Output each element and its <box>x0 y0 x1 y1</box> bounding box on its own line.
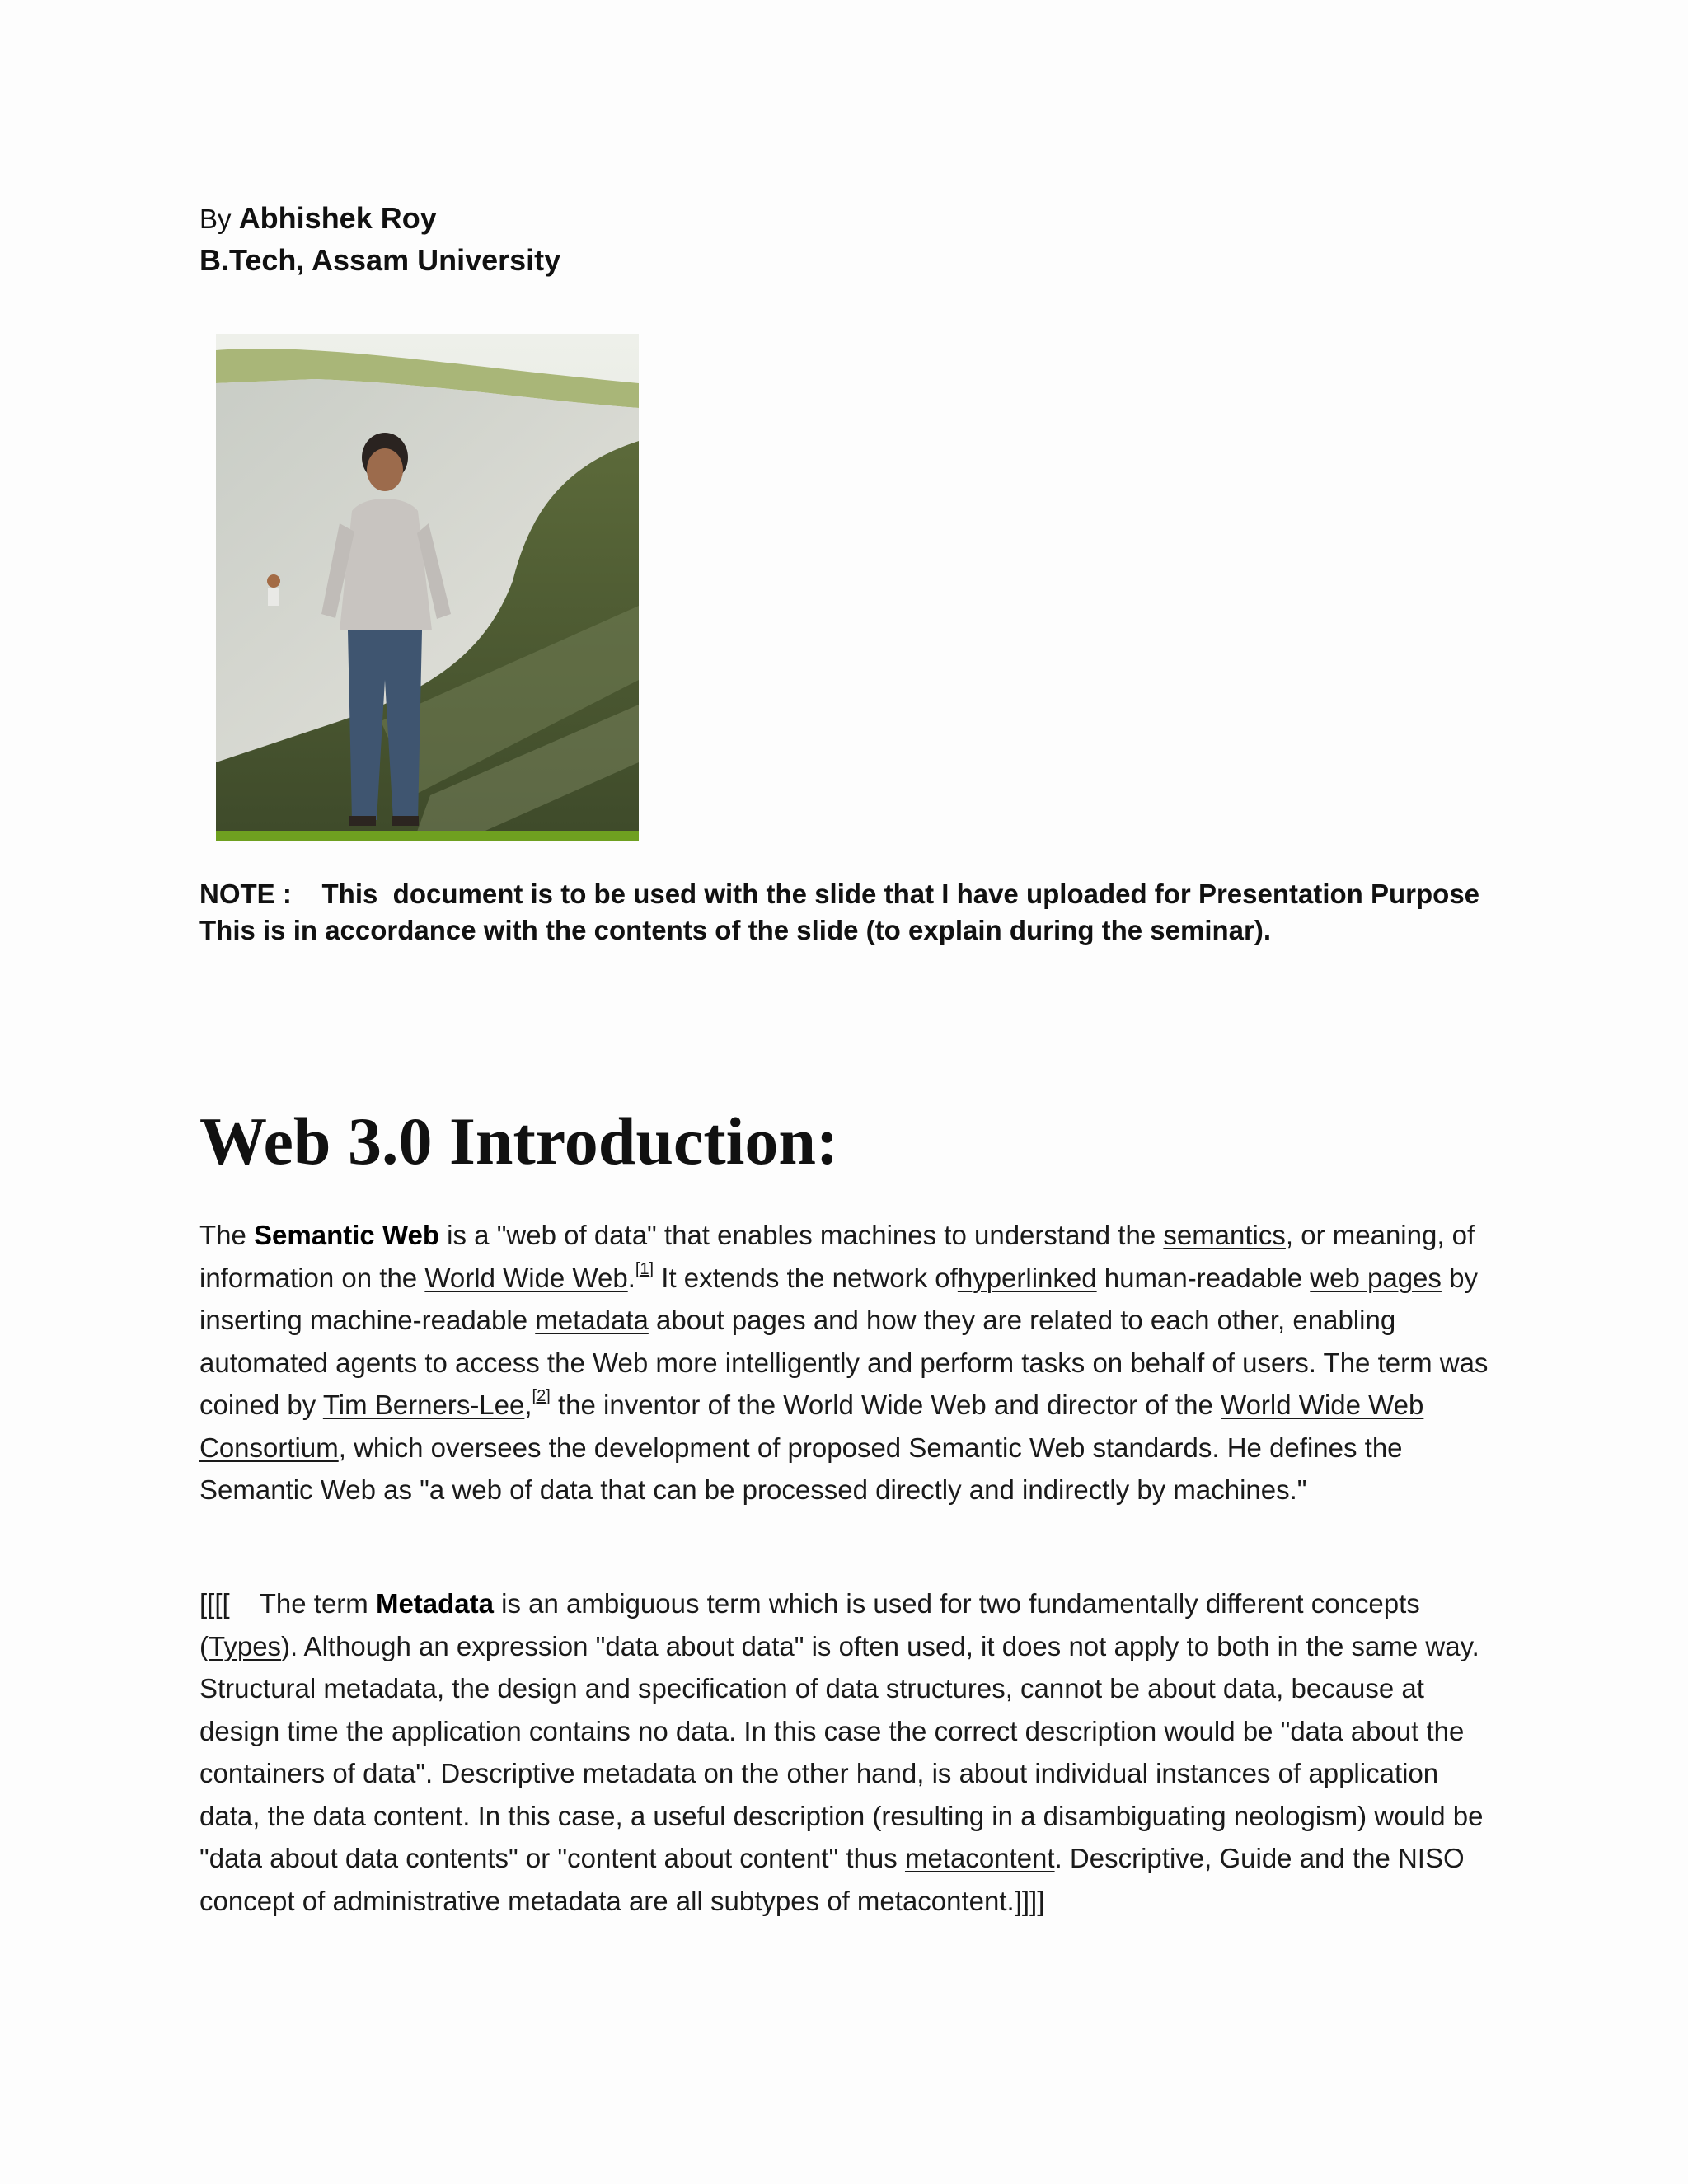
note-line-1: NOTE : This document is to be used with the slide that I have uploaded for Presentation Purpose <box>199 879 1480 909</box>
link-semantics[interactable]: semantics <box>1163 1220 1286 1250</box>
note-block <box>199 876 1518 949</box>
text-run: human-readable <box>1096 1262 1311 1293</box>
text-run: , or meaning, of information on the <box>199 1220 1475 1293</box>
author-photo <box>216 334 639 841</box>
text-run: ). Although an expression "data about data" is often used, it does not apply to both in the same way. Structural metadata, the design and specification of data structures, cannot be about data, because at design time the application contains no data. In this case the correct description would be "data about the containers of data". Descriptive metadata on the other hand, is about individual instances of application data, the data content. In this case, a useful description (resulting in a disambiguating neologism) would be "data about data contents" or "content about content" thus <box>199 1630 1484 1873</box>
by-label: By <box>199 204 232 234</box>
reference-1[interactable] <box>635 1260 654 1278</box>
author-degree: B.Tech, Assam University <box>199 243 561 277</box>
text-run: It extends the network of <box>654 1262 958 1293</box>
reference-2-link[interactable]: [2] <box>532 1387 551 1405</box>
text-run: the inventor of the World Wide Web and director of the <box>550 1390 1221 1420</box>
text-run: is a "web of data" that enables machines to understand the <box>439 1220 1164 1250</box>
byline <box>199 198 560 281</box>
bold-term-metadata: Metadata <box>375 1588 494 1619</box>
reference-2[interactable] <box>532 1387 551 1405</box>
reference-1-link[interactable]: [1] <box>635 1259 654 1278</box>
text-run: The <box>199 1220 255 1250</box>
link-metadata[interactable]: metadata <box>535 1305 649 1335</box>
link-world-wide-web[interactable]: World Wide Web <box>424 1262 628 1293</box>
link-tim-berners-lee[interactable]: Tim Berners-Lee <box>322 1390 525 1420</box>
link-w3c[interactable]: World Wide Web Consortium <box>199 1390 1424 1463</box>
author-name: Abhishek Roy <box>238 201 437 235</box>
text-run: , <box>524 1390 532 1420</box>
text-run: by inserting machine-readable <box>199 1262 1478 1335</box>
metadata-paragraph <box>199 1582 1493 1922</box>
text-run: . <box>627 1262 635 1293</box>
intro-paragraph <box>199 1214 1493 1511</box>
page-title: Web 3.0 Introduction: <box>199 1104 839 1179</box>
bold-term-semantic-web: Semantic Web <box>254 1220 440 1250</box>
text-run: . Descriptive, Guide and the NISO concept of administrative metadata are all subtypes of metacontent.]]]] <box>199 1843 1465 1916</box>
link-types[interactable]: Types <box>209 1630 282 1661</box>
text-run: is an ambiguous term which is used for two fundamentally different concepts ( <box>199 1588 1420 1661</box>
text-run: [[[[ The term <box>199 1588 376 1619</box>
text-run: about pages and how they are related to each other, enabling automated agents to access the Web more intelligently and perform tasks on behalf of users. The term was coined by <box>199 1305 1489 1420</box>
link-metacontent[interactable]: metacontent <box>904 1843 1055 1873</box>
note-line-2: This is in accordance with the contents of the slide (to explain during the seminar). <box>199 915 1272 945</box>
text-run: , which oversees the development of proposed Semantic Web standards. He defines the Semantic Web as "a web of data that can be processed directly and indirectly by machines." <box>199 1432 1403 1505</box>
link-hyperlinked[interactable]: hyperlinked <box>957 1262 1097 1293</box>
link-web-pages[interactable]: web pages <box>1310 1262 1442 1293</box>
